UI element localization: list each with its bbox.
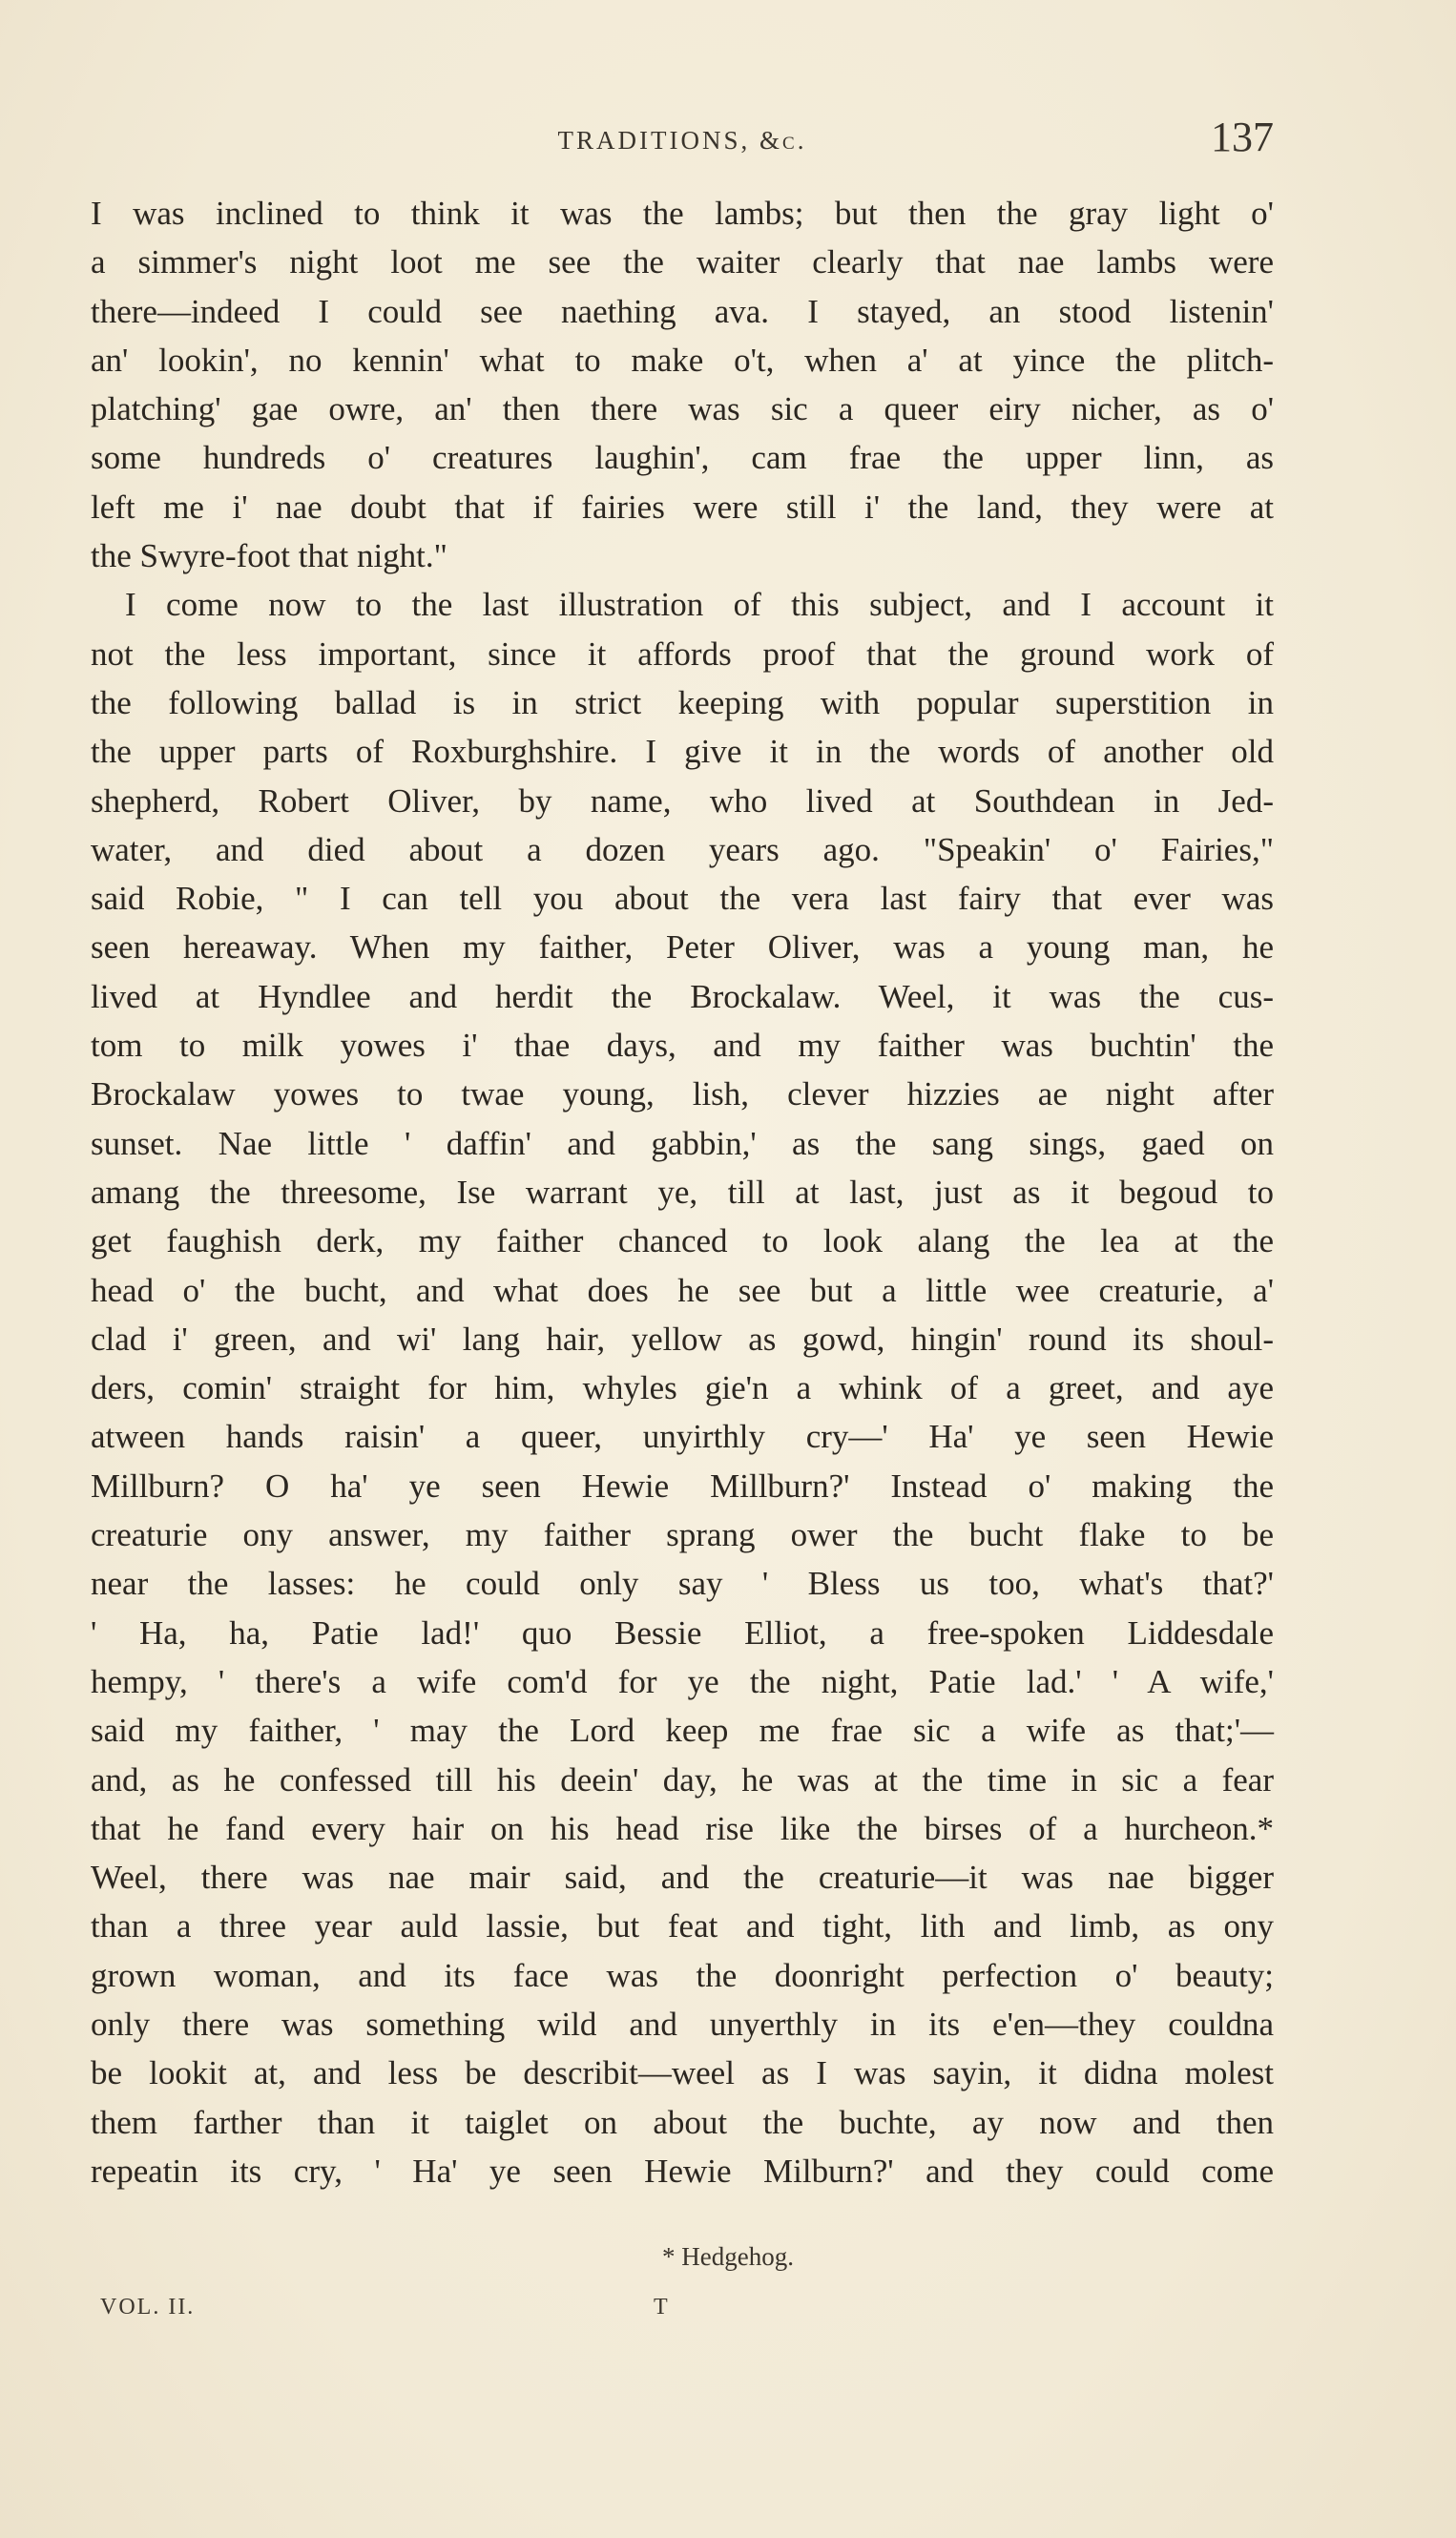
footnote: * Hedgehog. [662,2242,794,2271]
text-line: I come now to the last illustration of this subject, and I account it [125,586,1274,624]
text-line: get faughish derk, my faither chanced to look alang the lea at the [91,1222,1274,1260]
text-line: the upper parts of Roxburghshire. I give it in the words of another old [91,733,1274,771]
text-line: I was inclined to think it was the lambs; but then the gray light o' [91,195,1274,232]
text-line: the following ballad is in strict keeping with popular superstition in [91,683,1274,721]
text-line: seen hereaway. When my faither, Peter Oliver, was a young man, he [91,928,1274,967]
text-line: said Robie, " I can tell you about the vera last fairy that ever was [91,880,1274,918]
text-line: Millburn? O ha' ye seen Hewie Millburn?' Instead o' making the [91,1467,1274,1505]
text-line: grown woman, and its face was the doonright perfection o' beauty; [91,1956,1274,1994]
text-line: water, and died about a dozen years ago. "Speakin' o' Fairies," [91,830,1274,868]
text-line: near the lasses: he could only say ' Bless us too, what's that?' [91,1565,1274,1603]
running-head [91,113,1274,170]
text-line: hempy, ' there's a wife com'd for ye the night, Patie lad.' ' A wife,' [91,1662,1274,1700]
text-line: atween hands raisin' a queer, unyirthly cry—' Ha' ye seen Hewie [91,1418,1274,1456]
text-line: shepherd, Robert Oliver, by name, who lived at Southdean in Jed- [91,781,1274,820]
text-line: them farther than it taiglet on about the buchte, ay now and then [91,2103,1274,2141]
text-line: head o' the bucht, and what does he see but a little wee creaturie, a' [91,1271,1274,1309]
text-line: a simmer's night loot me see the waiter clearly that nae lambs were [91,243,1274,281]
text-line: amang the threesome, Ise warrant ye, till at last, just as it begoud to [91,1173,1274,1211]
text-line: repeatin its cry, ' Ha' ye seen Hewie Milburn?' and they could come [91,2152,1274,2190]
signature-mark: T [654,2295,670,2320]
text-line: left me i' nae doubt that if fairies were still i' the land, they were at [91,488,1274,526]
text-line: an' lookin', no kennin' what to make o't, when a' at yince the plitch- [91,341,1274,379]
text-line: Brockalaw yowes to twae young, lish, clever hizzies ae night after [91,1075,1274,1113]
volume-label: VOL. II. [100,2295,196,2320]
text-line: said my faither, ' may the Lord keep me frae sic a wife as that;'— [91,1712,1274,1750]
text-line: the Swyre-foot that night." [91,537,447,575]
text-line: Weel, there was nae mair said, and the creaturie—it was nae bigger [91,1859,1274,1897]
text-line: some hundreds o' creatures laughin', cam frae the upper linn, as [91,439,1274,477]
text-line: only there was something wild and unyerthly in its e'en—they couldna [91,2005,1274,2043]
text-line: ders, comin' straight for him, whyles gie'n a whink of a greet, and aye [91,1369,1274,1407]
page-number: 137 [1211,114,1274,160]
text-line: and, as he confessed till his deein' day, he was at the time in sic a fear [91,1760,1274,1799]
signature-row [100,2295,1274,2333]
text-line: tom to milk yowes i' thae days, and my faither was buchtin' the [91,1027,1274,1065]
text-line: platching' gae owre, an' then there was sic a queer eiry nicher, as o' [91,390,1274,428]
text-line: there—indeed I could see naething ava. I stayed, an stood listenin' [91,292,1274,330]
text-line: ' Ha, ha, Patie lad!' quo Bessie Elliot, a free-spoken Liddesdale [91,1613,1274,1652]
running-title: TRADITIONS, &c. [557,126,807,155]
text-line: be lookit at, and less be describit—weel as I was sayin, it didna molest [91,2054,1274,2092]
text-line: lived at Hyndlee and herdit the Brockalaw. Weel, it was the cus- [91,977,1274,1015]
text-line: creaturie ony answer, my faither sprang ower the bucht flake to be [91,1516,1274,1554]
text-line: clad i' green, and wi' lang hair, yellow as gowd, hingin' round its shoul- [91,1320,1274,1358]
text-line: not the less important, since it affords proof that the ground work of [91,634,1274,673]
text-line: sunset. Nae little ' daffin' and gabbin,' as the sang sings, gaed on [91,1124,1274,1162]
text-line: that he fand every hair on his head rise like the birses of a hurcheon.* [91,1809,1274,1847]
text-line: than a three year auld lassie, but feat and tight, lith and limb, as ony [91,1907,1274,1945]
body-text [91,189,1274,2195]
